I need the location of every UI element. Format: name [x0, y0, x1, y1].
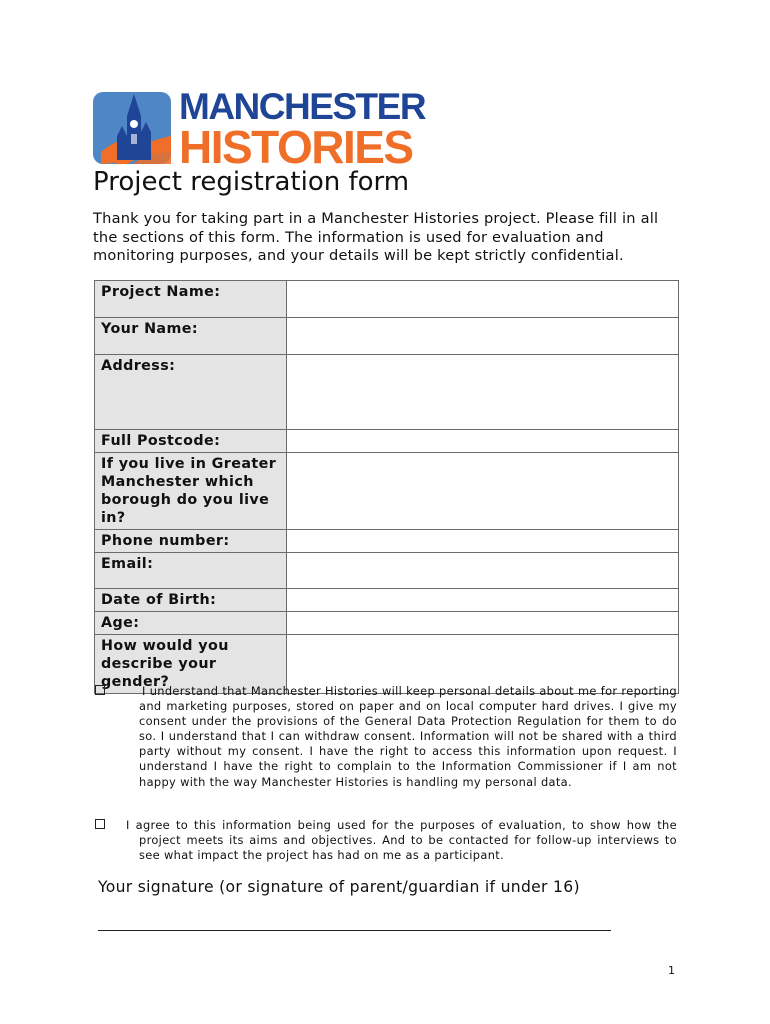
- consent-data-storage-text: I understand that Manchester Histories will keep personal details about me for reporting and marketing purposes, stored on paper and on local computer hard drives. I give my consent under the provisions of the General Data Protection Regulation for them to do so. I understand that I can withdraw consent. Information will not be shared with a third party without my consent. I have the right to access this information upon request. I understand I have the right to complain to the Information Commissioner if I am not happy with the way Manchester Histories is handling my personal data.: [139, 684, 677, 789]
- your-name-field[interactable]: [287, 318, 679, 355]
- field-label-phone: Phone number:: [95, 530, 287, 553]
- table-row: [95, 589, 679, 612]
- borough-field[interactable]: [287, 453, 679, 530]
- field-label-borough: If you live in Greater Manchester which borough do you live in?: [95, 453, 287, 530]
- table-row: [95, 430, 679, 453]
- address-field[interactable]: [287, 355, 679, 430]
- date-of-birth-field[interactable]: [287, 589, 679, 612]
- field-label-email: Email:: [95, 553, 287, 589]
- field-label-your-name: Your Name:: [95, 318, 287, 355]
- email-field[interactable]: [287, 553, 679, 589]
- table-row: [95, 530, 679, 553]
- logo-word-histories: HISTORIES: [179, 121, 413, 173]
- consent-evaluation: [95, 818, 679, 866]
- consent-evaluation-checkbox[interactable]: [95, 819, 105, 829]
- logo-word-manchester: MANCHESTER: [179, 86, 426, 127]
- field-label-gender: How would you describe your gender?: [95, 635, 287, 694]
- table-row: [95, 612, 679, 635]
- field-label-address: Address:: [95, 355, 287, 430]
- signature-line[interactable]: [98, 930, 611, 931]
- signature-label: Your signature (or signature of parent/guardian if under 16): [98, 878, 580, 896]
- page-title: Project registration form: [93, 167, 410, 197]
- table-row: [95, 318, 679, 355]
- project-name-field[interactable]: [287, 281, 679, 318]
- table-row: [95, 553, 679, 589]
- table-row: [95, 453, 679, 530]
- consent-evaluation-text: I agree to this information being used for the purposes of evaluation, to show how the project meets its aims and objectives. And to be contacted for follow-up interviews to see what impact the project has had on me as a participant.: [126, 818, 677, 863]
- page-number: 1: [668, 964, 675, 977]
- field-label-project-name: Project Name:: [95, 281, 287, 318]
- registration-table: [94, 280, 679, 694]
- phone-field[interactable]: [287, 530, 679, 553]
- age-field[interactable]: [287, 612, 679, 635]
- field-label-postcode: Full Postcode:: [95, 430, 287, 453]
- manchester-histories-logo: [93, 86, 426, 173]
- postcode-field[interactable]: [287, 430, 679, 453]
- consent-data-storage: [95, 684, 679, 806]
- intro-paragraph: Thank you for taking part in a Manchester Histories project. Please fill in all the sections of this form. The information is used for evaluation and monitoring purposes, and your details will be kept strictly confidential.: [93, 210, 659, 264]
- town-hall-logo-icon: [93, 92, 171, 164]
- table-row: [95, 355, 679, 430]
- table-row: [95, 281, 679, 318]
- field-label-dob: Date of Birth:: [95, 589, 287, 612]
- consent-data-storage-checkbox[interactable]: [95, 685, 105, 695]
- field-label-age: Age:: [95, 612, 287, 635]
